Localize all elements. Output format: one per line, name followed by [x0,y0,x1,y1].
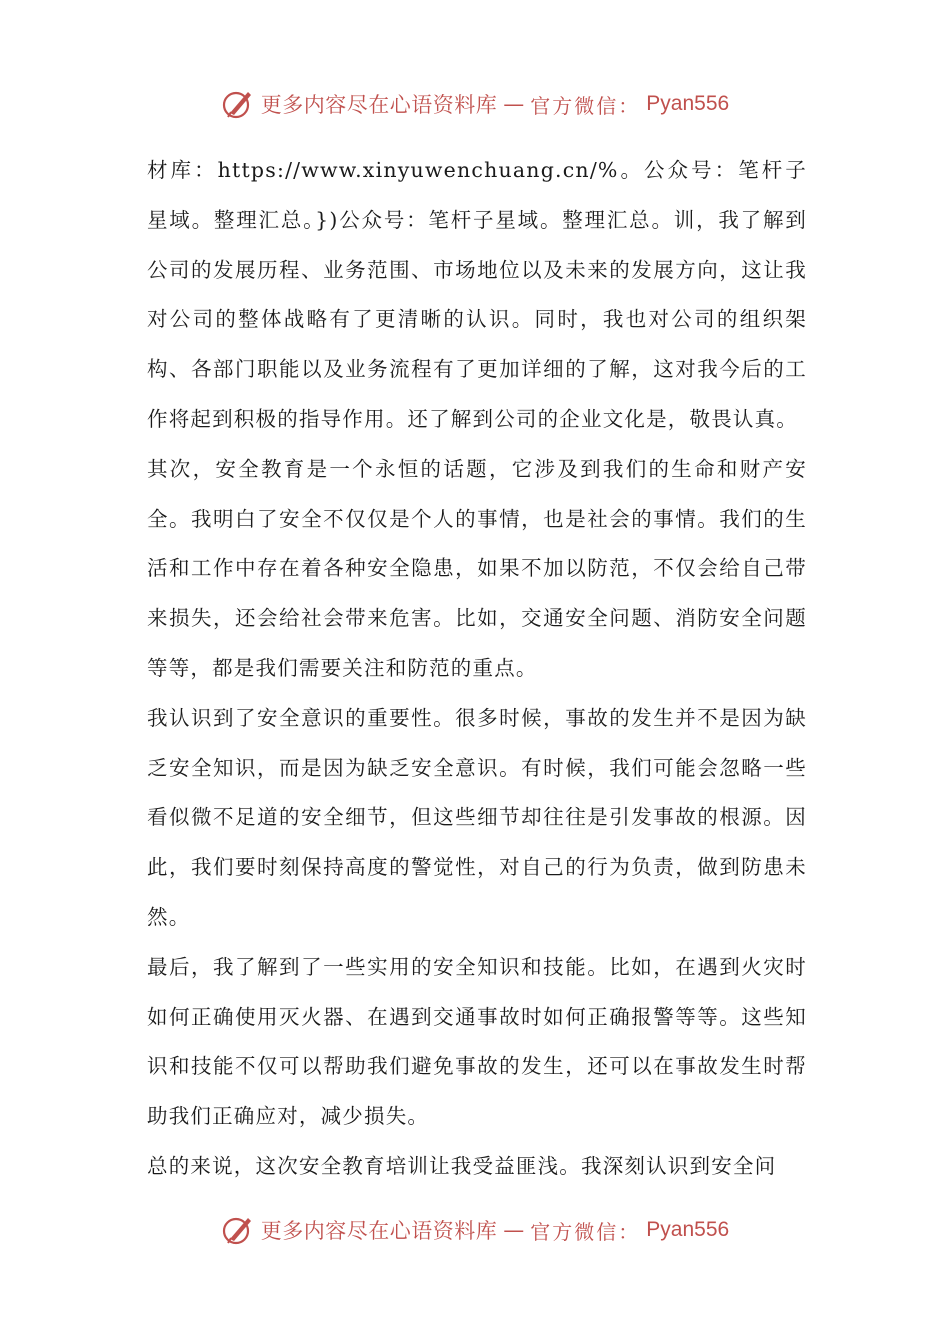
footer-banner [0,1208,950,1252]
footer-dash: — [503,1218,525,1242]
paragraph-5: 总的来说，这次安全教育培训让我受益匪浅。我深刻认识到安全问 [147,1153,777,1178]
header-wechat-id: Pyan556 [646,92,730,115]
footer-wechat-label: 官方微信： [530,1219,641,1244]
document-body [147,146,807,1192]
quill-logo-icon [221,1213,255,1247]
header-brand-text: 更多内容尽在心语资料库 [260,93,498,117]
header-banner [0,82,950,126]
footer-wechat-id: Pyan556 [646,1218,730,1241]
paragraph-4: 最后，我了解到了一些实用的安全知识和技能。比如，在遇到火灾时如何正确使用灭火器、在遇到交通事故时如何正确报警等等。这些知识和技能不仅可以帮助我们避免事故的发生，还可以在事故发生时帮助我们正确应对，减少损失。 [147,954,807,1129]
paragraph-3: 我认识到了安全意识的重要性。很多时候，事故的发生并不是因为缺乏安全知识，而是因为缺乏安全意识。有时候，我们可能会忽略一些看似微不足道的安全细节，但这些细节却往往是引发事故的根源。因此，我们要时刻保持高度的警觉性，对自己的行为负责，做到防患未然。 [147,705,807,929]
quill-logo-icon [221,87,255,121]
paragraph-2: 其次，安全教育是一个永恒的话题，它涉及到我们的生命和财产安全。我明白了安全不仅仅是个人的事情，也是社会的事情。我们的生活和工作中存在着各种安全隐患，如果不加以防范，不仅会给自己带来损失，还会给社会带来危害。比如，交通安全问题、消防安全问题等等，都是我们需要关注和防范的重点。 [147,456,807,680]
header-wechat-label: 官方微信： [530,93,641,118]
footer-brand-text: 更多内容尽在心语资料库 [260,1219,498,1243]
paragraph-1: 材库：https://www.xinyuwenchuang.cn/%。公众号：笔杆子星域。整理汇总。})公众号：笔杆子星域。整理汇总。训，我了解到公司的发展历程、业务范围、市场地位以及未来的发展方向，这让我对公司的整体战略有了更清晰的认识。同时，我也对公司的组织架构、各部门职能以及业务流程有了更加详细的了解，这对我今后的工作将起到积极的指导作用。还了解到公司的企业文化是，敬畏认真。 [147,158,807,431]
header-dash: — [503,92,525,116]
